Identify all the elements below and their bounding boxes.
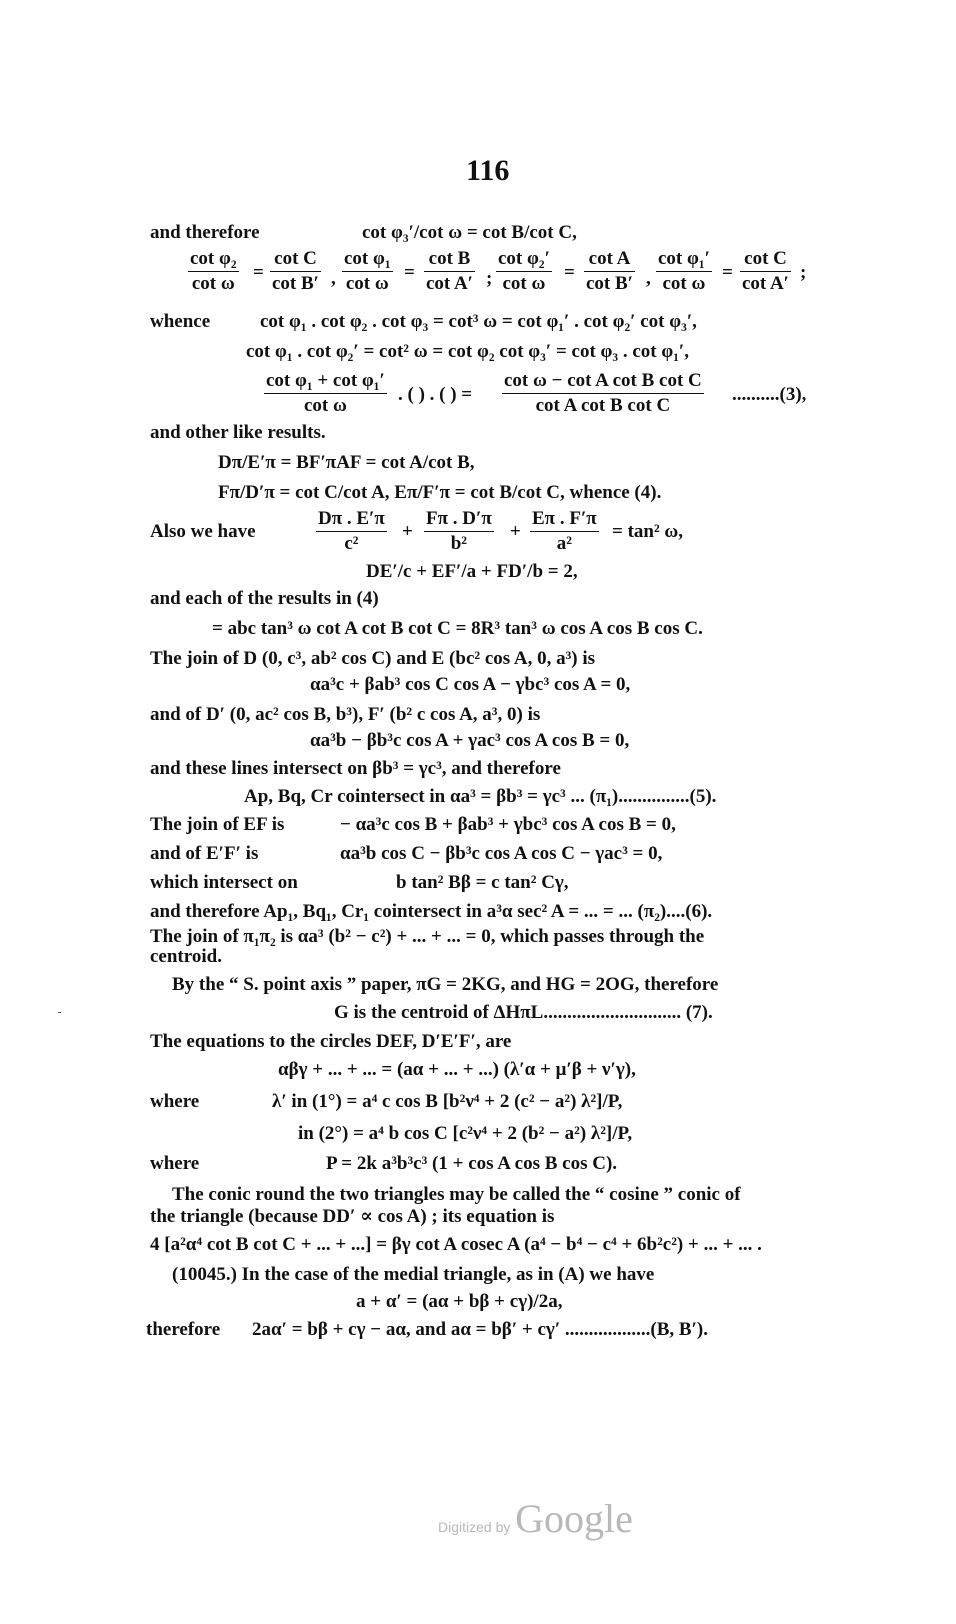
fraction (530, 508, 599, 555)
text-line: The join of π₁π₂ is αa³ (b² − c²) + ... + ... = 0, which passes through the (150, 926, 705, 947)
separator: , (331, 268, 336, 289)
separator: , (646, 268, 651, 289)
equation: cot φ₁ . cot φ₂′ = cot² ω = cot φ₂ cot φ₃′ = cot φ₃ . cot φ₁′, (246, 341, 689, 362)
watermark-prefix: Digitized by (438, 1519, 511, 1535)
text-line: centroid. (150, 946, 222, 967)
fraction (342, 248, 393, 295)
text-label: The join of EF is (150, 814, 285, 835)
fraction (424, 248, 475, 295)
text-line: (10045.) In the case of the medial triangle, as in (A) we have (172, 1264, 655, 1285)
text-label: and therefore (150, 222, 260, 243)
fraction-denominator: cot A cot B cot C (535, 394, 671, 416)
fraction (584, 248, 635, 295)
fraction-denominator: cot ω (502, 272, 546, 294)
equation-tail: = tan² ω, (612, 521, 684, 542)
fraction-numerator: cot C (270, 248, 321, 272)
fraction-denominator: cot A′ (426, 272, 474, 294)
equation: 2aα′ = bβ + cγ − aα, and aα = bβ′ + cγ′ ..................(B, B′). (252, 1319, 708, 1340)
fraction (316, 508, 387, 555)
fraction-numerator: cot φ₂′ (496, 248, 552, 272)
equation: cot φ₁ . cot φ₂ . cot φ₃ = cot³ ω = cot φ₁′ . cot φ₂′ cot φ₃′, (260, 311, 697, 332)
equation-middle: . ( ) . ( ) = (398, 384, 473, 405)
text-line: and other like results. (150, 422, 326, 443)
equation-number: ..........(3), (732, 384, 807, 405)
equation: Fπ/D′π = cot C/cot A, Eπ/F′π = cot B/cot C, whence (4). (218, 482, 662, 503)
text-line: and these lines intersect on βb³ = γc³, and therefore (150, 758, 561, 779)
fraction-numerator: cot φ₁ (342, 248, 393, 272)
fraction-numerator: cot A (584, 248, 635, 272)
fraction-numerator: cot B (424, 248, 475, 272)
fraction-numerator: Eπ . F′π (530, 508, 599, 532)
text-line: the triangle (because DD′ ∝ cos A) ; its equation is (150, 1206, 555, 1227)
text-line: The conic round the two triangles may be called the “ cosine ” conic of (172, 1184, 741, 1205)
text-line: The equations to the circles DEF, D′E′F′, are (150, 1031, 512, 1052)
fraction-denominator: cot ω (662, 272, 706, 294)
plus-sign: + (402, 521, 413, 542)
fraction-numerator: cot C (740, 248, 791, 272)
equation: b tan² Bβ = c tan² Cγ, (396, 872, 569, 893)
equation: αa³c + βab³ cos C cos A − γbc³ cos A = 0, (310, 674, 631, 695)
equation: cot φ₃′/cot ω = cot B/cot C, (362, 222, 577, 243)
text-label: and of E′F′ is (150, 843, 259, 864)
fraction-denominator: c² (344, 532, 359, 554)
fraction (264, 370, 387, 417)
equals-sign: = (722, 262, 733, 283)
fraction-denominator: cot ω (345, 272, 389, 294)
fraction (656, 248, 712, 295)
equation: Dπ/E′π = BF′πAF = cot A/cot B, (218, 452, 475, 473)
text-label: Also we have (150, 521, 256, 542)
text-label: whence (150, 311, 211, 332)
fraction-denominator: a² (556, 532, 572, 554)
digitized-watermark (438, 1496, 633, 1542)
equation: P = 2k a³b³c³ (1 + cos A cos B cos C). (326, 1153, 618, 1174)
equation: αβγ + ... + ... = (aα + ... + ...) (λ′α + μ′β + ν′γ), (278, 1059, 636, 1080)
plus-sign: + (510, 521, 521, 542)
equals-sign: = (564, 262, 575, 283)
fraction (502, 370, 704, 417)
text-label: where (150, 1091, 200, 1112)
equals-sign: = (253, 262, 264, 283)
fraction-denominator: cot ω (303, 394, 347, 416)
text-line: By the “ S. point axis ” paper, πG = 2KG, and HG = 2OG, therefore (172, 974, 719, 995)
fraction (496, 248, 552, 295)
fraction (740, 248, 791, 295)
text-line: and of D′ (0, ac² cos B, b³), F′ (b² c cos A, a³, 0) is (150, 704, 541, 725)
text-line: and each of the results in (4) (150, 588, 379, 609)
fraction-numerator: Fπ . D′π (424, 508, 494, 532)
equation: λ′ in (1°) = a⁴ c cos B [b²ν⁴ + 2 (c² − a²) λ²]/P, (272, 1091, 623, 1112)
fraction (188, 248, 239, 295)
equation: 4 [a²α⁴ cot B cot C + ... + ...] = βγ cot A cosec A (a⁴ − b⁴ − c⁴ + 6b²c²) + ... + ... . (150, 1234, 762, 1255)
margin-speck (58, 1012, 61, 1013)
fraction-numerator: cot φ₁ + cot φ₁′ (264, 370, 387, 394)
equation: a + α′ = (aα + bβ + cγ)/2a, (356, 1291, 563, 1312)
fraction (270, 248, 321, 295)
equation: − αa³c cos B + βab³ + γbc³ cos A cos B = 0, (340, 814, 676, 835)
fraction (424, 508, 494, 555)
separator: ; (486, 268, 493, 289)
fraction-denominator: cot B′ (272, 272, 320, 294)
google-logo: Google (515, 1496, 633, 1541)
text-line: G is the centroid of ΔHπL............................. (7). (334, 1002, 713, 1023)
equation: in (2°) = a⁴ b cos C [c²ν⁴ + 2 (b² − a²) λ²]/P, (298, 1123, 633, 1144)
equation: αa³b cos C − βb³c cos A cos C − γac³ = 0, (340, 843, 663, 864)
equation: αa³b − βb³c cos A + γac³ cos A cos B = 0, (310, 730, 630, 751)
fraction-numerator: Dπ . E′π (316, 508, 387, 532)
fraction-numerator: cot φ₂ (188, 248, 239, 272)
page-number: 116 (466, 154, 510, 187)
text-label: where (150, 1153, 200, 1174)
fraction-numerator: cot φ₁′ (656, 248, 712, 272)
fraction-denominator: b² (450, 532, 467, 554)
separator: ; (800, 262, 807, 283)
equation: DE′/c + EF′/a + FD′/b = 2, (366, 561, 578, 582)
fraction-denominator: cot ω (191, 272, 235, 294)
text-label: which intersect on (150, 872, 298, 893)
text-label: therefore (146, 1319, 221, 1340)
equation: Ap, Bq, Cr cointersect in αa³ = βb³ = γc³ ... (π₁)...............(5). (244, 786, 717, 807)
fraction-numerator: cot ω − cot A cot B cot C (502, 370, 704, 394)
equation: = abc tan³ ω cot A cot B cot C = 8R³ tan³ ω cos A cos B cos C. (212, 618, 703, 639)
text-line: and therefore Ap₁, Bq₁, Cr₁ cointersect in a³α sec² A = ... = ... (π₂)....(6). (150, 901, 713, 922)
text-line: The join of D (0, c³, ab² cos C) and E (bc² cos A, 0, a³) is (150, 648, 596, 669)
fraction-denominator: cot A′ (742, 272, 790, 294)
fraction-denominator: cot B′ (586, 272, 634, 294)
equals-sign: = (404, 262, 415, 283)
